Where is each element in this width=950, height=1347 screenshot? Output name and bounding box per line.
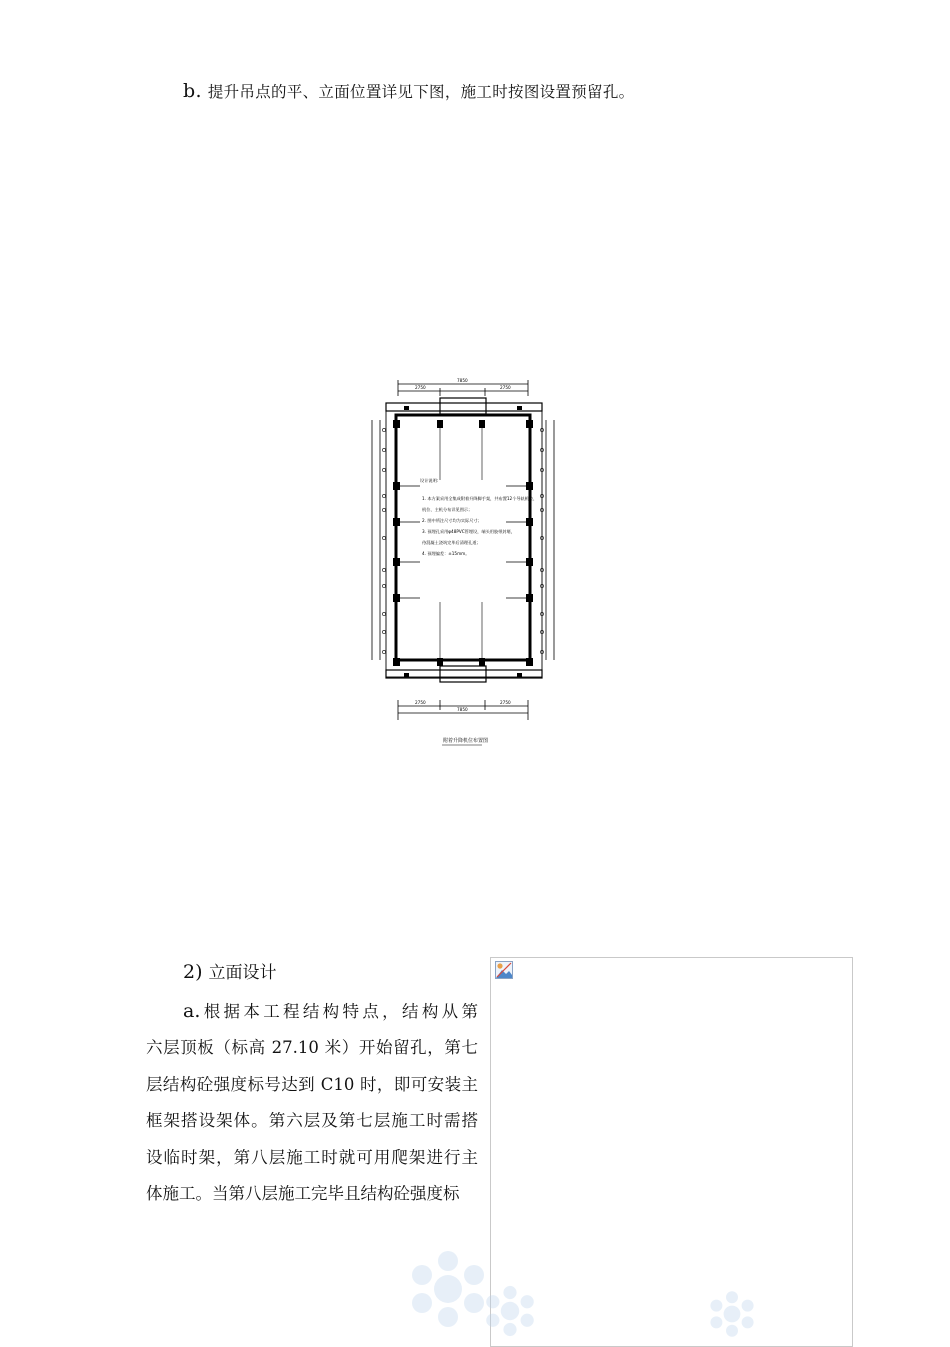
paragraph-line: 层结构砼强度标号达到 C10 时，即可安装主	[146, 1074, 478, 1094]
snowflake-watermark-icon	[700, 1284, 764, 1344]
plan-notes-title: 设计说明:	[420, 478, 439, 483]
paragraph-line: 设临时架，第八层施工时就可用爬架进行主	[146, 1147, 478, 1167]
instruction-text: 提升吊点的平、立面位置详见下图，施工时按图设置预留孔。	[207, 83, 635, 101]
paragraph-line: 框架搭设架体。第六层及第七层施工时需搭	[146, 1111, 478, 1131]
dim-top-total: 7850	[457, 378, 468, 383]
item-marker-b: b.	[183, 80, 202, 102]
section-number: 2)	[183, 961, 203, 983]
dim-top-right: 2750	[500, 385, 511, 390]
elevation-design-paragraph	[146, 993, 478, 1212]
plan-caption: 附着升降机位布置图	[443, 738, 489, 744]
snowflake-watermark-icon	[472, 1278, 548, 1344]
plan-note-4: 3. 预埋孔采用φ48PVC管埋设，端头用胶带封堵，	[422, 529, 515, 534]
dim-top-left: 2750	[415, 385, 426, 390]
section-heading	[183, 958, 277, 983]
plan-note-3: 2. 图中所注尺寸均为实际尺寸；	[422, 518, 482, 523]
plan-note-6: 4. 预埋偏差：±15mm。	[422, 551, 470, 556]
dim-bottom-left: 2750	[415, 700, 426, 705]
paragraph-line: 六层顶板（标高 27.10 米）开始留孔，第七	[146, 1038, 478, 1058]
plan-note-1: 1. 本方案采用全集成附着升降脚手架，共布置12个导轨机位，	[422, 496, 538, 501]
broken-image-icon	[495, 961, 513, 979]
paragraph-line: 体施工。当第八层施工完毕且结构砼强度标	[146, 1184, 460, 1204]
dim-bottom-total: 7850	[457, 707, 468, 712]
plan-note-2: 机位、主机分布详见图示；	[422, 507, 473, 512]
section-title: 立面设计	[208, 963, 277, 983]
instruction-line	[183, 80, 634, 102]
paragraph-line: a.根据本工程结构特点，结构从第	[183, 1000, 478, 1022]
lifting-point-plan-drawing	[360, 370, 572, 755]
plan-note-5: 待混凝土浇筑完毕后清理孔道；	[422, 540, 481, 545]
paragraph-marker: a.	[183, 1000, 201, 1022]
dim-bottom-right: 2750	[500, 700, 511, 705]
